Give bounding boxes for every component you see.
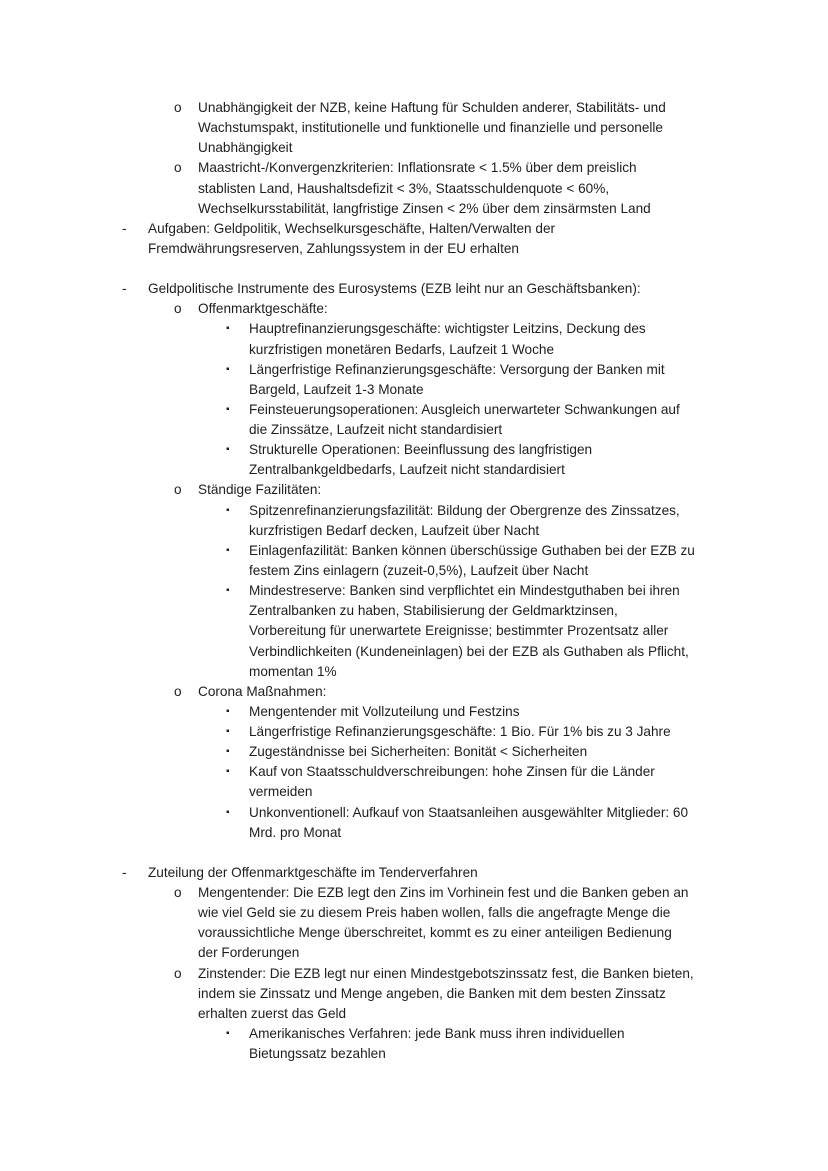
square-bullet-icon: ▪ bbox=[226, 363, 230, 375]
list-item-text-line: Mrd. pro Monat bbox=[249, 824, 342, 840]
square-bullet-icon: ▪ bbox=[226, 444, 230, 456]
list-item-text-line: Mengentender: Die EZB legt den Zins im Vorhinein fest und die Banken geben an bbox=[198, 885, 689, 901]
list-item-text-line: Unabhängigkeit bbox=[198, 140, 293, 156]
circle-bullet-icon: o bbox=[174, 885, 182, 901]
list-item-text-line: Mengentender mit Vollzuteilung und Festzins bbox=[249, 703, 520, 719]
list-item-text-line: Längerfristige Refinanzierungsgeschäfte: Versorgung der Banken mit bbox=[249, 361, 665, 377]
dash-bullet-icon: - bbox=[122, 864, 127, 880]
square-bullet-icon: ▪ bbox=[226, 806, 230, 818]
circle-bullet-icon: o bbox=[174, 683, 182, 699]
list-item-text-line: Hauptrefinanzierungsgeschäfte: wichtigster Leitzins, Deckung des bbox=[249, 321, 646, 337]
square-bullet-icon: ▪ bbox=[226, 746, 230, 758]
list-item-text-line: wie viel Geld sie zu diesem Preis haben wollen, falls die angefragte Menge die bbox=[198, 905, 671, 921]
list-item-text-line: Offenmarktgeschäfte: bbox=[198, 301, 328, 317]
circle-bullet-icon: o bbox=[174, 482, 182, 498]
list-item-text-line: Fremdwährungsreserven, Zahlungssystem in der EU erhalten bbox=[148, 240, 519, 256]
list-item-text-line: Amerikanisches Verfahren: jede Bank muss ihren individuellen bbox=[249, 1025, 625, 1041]
list-item-text-line: Corona Maßnahmen: bbox=[198, 683, 327, 699]
list-item-text-line: vermeiden bbox=[249, 784, 313, 800]
list-item-text-line: Bietungssatz bezahlen bbox=[249, 1046, 386, 1062]
list-item-text-line: Feinsteuerungsoperationen: Ausgleich unerwarteter Schwankungen auf bbox=[249, 401, 680, 417]
dash-bullet-icon: - bbox=[122, 281, 127, 297]
list-item-text-line: Strukturelle Operationen: Beeinflussung des langfristigen bbox=[249, 442, 593, 458]
list-item-text-line: Unkonventionell: Aufkauf von Staatsanleihen ausgewählter Mitglieder: 60 bbox=[249, 804, 689, 820]
list-item-text-line: Zinstender: Die EZB legt nur einen Mindestgebotszinssatz fest, die Banken bieten, bbox=[198, 965, 694, 981]
square-bullet-icon: ▪ bbox=[226, 705, 230, 717]
square-bullet-icon: ▪ bbox=[226, 544, 230, 556]
list-item-text-line: Wachstumspakt, institutionelle und funktionelle und finanzielle und personelle bbox=[198, 120, 663, 136]
list-item-text-line: Geldpolitische Instrumente des Eurosystems (EZB leiht nur an Geschäftsbanken): bbox=[148, 281, 641, 297]
list-item-text-line: kurzfristigen monetären Bedarfs, Laufzeit 1 Woche bbox=[249, 341, 555, 357]
list-item-text-line: stablisten Land, Haushaltsdefizit < 3%, Staatsschuldenquote < 60%, bbox=[198, 180, 610, 196]
list-item-text-line: Zentralbanken zu haben, Stabilisierung der Geldmarktzinsen, bbox=[249, 603, 618, 619]
list-item-text-line: Kauf von Staatsschuldverschreibungen: hohe Zinsen für die Länder bbox=[249, 764, 655, 780]
list-item-text-line: Mindestreserve: Banken sind verpflichtet ein Mindestguthaben bei ihren bbox=[249, 583, 680, 599]
dash-bullet-icon: - bbox=[122, 220, 127, 236]
list-item-text-line: die Zinssätze, Laufzeit nicht standardisiert bbox=[249, 422, 503, 438]
list-item-text-line: Wechselkursstabilität, langfristige Zinsen < 2% über dem zinsärmsten Land bbox=[198, 200, 651, 216]
circle-bullet-icon: o bbox=[174, 965, 182, 981]
list-item-text-line: kurzfristigen Bedarf decken, Laufzeit über Nacht bbox=[249, 522, 540, 538]
list-item-text-line: festem Zins einlagern (zuzeit-0,5%), Laufzeit über Nacht bbox=[249, 562, 589, 578]
square-bullet-icon: ▪ bbox=[226, 1027, 230, 1039]
list-item-text-line: Ständige Fazilitäten: bbox=[198, 482, 322, 498]
list-item-text-line: Unabhängigkeit der NZB, keine Haftung für Schulden anderer, Stabilitäts- und bbox=[198, 100, 666, 115]
list-item-text-line: voraussichtliche Menge überschreitet, kommt es zu einer anteiligen Bedienung bbox=[198, 925, 672, 941]
list-item-text-line: Vorbereitung für unerwartete Ereignisse; bestimmter Prozentsatz aller bbox=[249, 623, 669, 639]
square-bullet-icon: ▪ bbox=[226, 726, 230, 738]
list-item-text-line: Aufgaben: Geldpolitik, Wechselkursgeschäfte, Halten/Verwalten der bbox=[148, 220, 556, 236]
list-item-text-line: Einlagenfazilität: Banken können überschüssige Guthaben bei der EZB zu bbox=[249, 542, 695, 558]
list-item-text-line: Verbindlichkeiten (Kundeneinlagen) bei der EZB als Guthaben als Pflicht, bbox=[249, 643, 689, 659]
list-item-text-line: Zuteilung der Offenmarktgeschäfte im Tenderverfahren bbox=[148, 864, 478, 880]
list-item-text-line: Bargeld, Laufzeit 1-3 Monate bbox=[249, 381, 424, 397]
list-item-text-line: Längerfristige Refinanzierungsgeschäfte: 1 Bio. Für 1% bis zu 3 Jahre bbox=[249, 724, 671, 740]
circle-bullet-icon: o bbox=[174, 160, 182, 176]
list-item-text-line: erhalten zuerst das Geld bbox=[198, 1005, 347, 1021]
list-item-text-line: indem sie Zinssatz und Menge angeben, die Banken mit dem besten Zinssatz bbox=[198, 985, 666, 1001]
list-item-text-line: der Forderungen bbox=[198, 945, 300, 961]
square-bullet-icon: ▪ bbox=[226, 504, 230, 516]
list-item-text-line: Spitzenrefinanzierungsfazilität: Bildung der Obergrenze des Zinssatzes, bbox=[249, 502, 680, 518]
circle-bullet-icon: o bbox=[174, 100, 182, 115]
square-bullet-icon: ▪ bbox=[226, 766, 230, 778]
circle-bullet-icon: o bbox=[174, 301, 182, 317]
square-bullet-icon: ▪ bbox=[226, 403, 230, 415]
square-bullet-icon: ▪ bbox=[226, 323, 230, 335]
list-item-text-line: momentan 1% bbox=[249, 663, 337, 679]
list-item-text-line: Zentralbankgeldbedarfs, Laufzeit nicht standardisiert bbox=[249, 462, 565, 478]
list-item-text-line: Maastricht-/Konvergenzkriterien: Inflationsrate < 1.5% über dem preislich bbox=[198, 160, 637, 176]
list-item-text-line: Zugeständnisse bei Sicherheiten: Bonität < Sicherheiten bbox=[249, 744, 588, 760]
square-bullet-icon: ▪ bbox=[226, 585, 230, 597]
